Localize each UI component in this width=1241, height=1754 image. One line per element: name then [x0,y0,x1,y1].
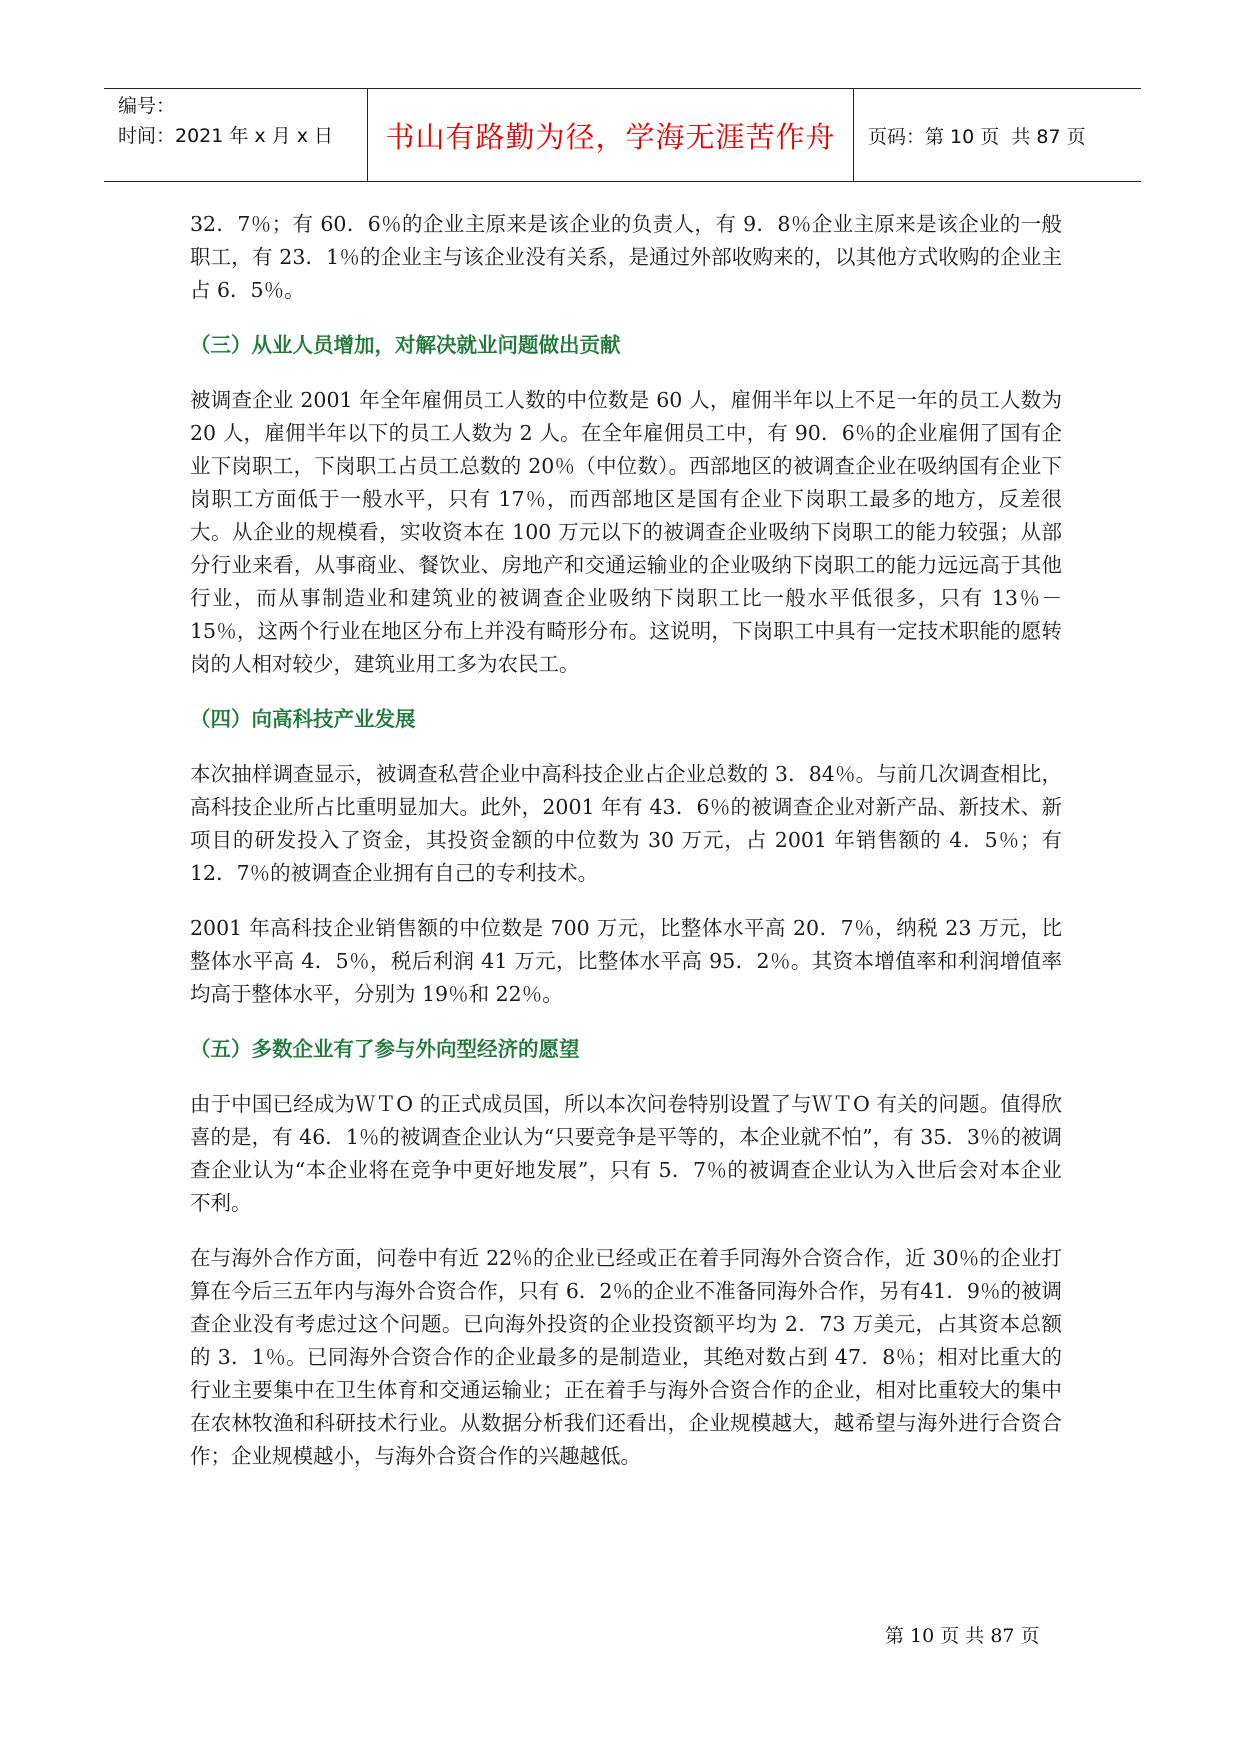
paragraph-employment: 被调查企业 2001 年全年雇佣员工人数的中位数是 60 人，雇佣半年以上不足一年的员工人数为 20 人，雇佣半年以下的员工人数为 2 人。在全年雇佣员工中，有 90．6％的企业雇佣了国有企业下岗职工，下岗职工占员工总数的 20％（中位数）。西部地区的被调查企业在吸纳国有企业下岗职工方面低于一般水平，只有 17％，而西部地区是国有企业下岗职工最多的地方，反差很大。从企业的规模看，实收资本在 100 万元以下的被调查企业吸纳下岗职工的能力较强；从部分行业来看，从事商业、餐饮业、房地产和交通运输业的企业吸纳下岗职工的能力远远高于其他行业，而从事制造业和建筑业的被调查企业吸纳下岗职工比一般水平低很多，只有 13％－15％，这两个行业在地区分布上并没有畸形分布。这说明，下岗职工中具有一定技术职能的愿转岗的人相对较少，建筑业用工多为农民工。 [190,388,1062,676]
document-body [190,208,1062,1495]
header-page-info [854,89,1141,181]
paragraph-high-tech-sales: 2001 年高科技企业销售额的中位数是 700 万元，比整体水平高 20．7％，纳税 23 万元，比整体水平高 4．5％，税后利润 41 万元，比整体水平高 95．2％。其资本增值率和利润增值率均高于整体水平，分别为 19％和 22％。 [190,916,1062,1006]
section-heading-export-oriented: （五）多数企业有了参与外向型经济的愿望 [190,1037,580,1061]
section-heading-employment: （三）从业人员增加，对解决就业问题做出贡献 [190,333,621,357]
document-number-label: 编号： [118,95,176,117]
paragraph-overseas-cooperation: 在与海外合作方面，问卷中有近 22％的企业已经或正在着手同海外合资合作，近 30％的企业打算在今后三五年内与海外合资合作，只有 6．2％的企业不准备同海外合作，另有41．9％的被调查企业没有考虑过这个问题。已向海外投资的企业投资额平均为 2．73 万美元，占其资本总额的 3．1％。已同海外合资合作的企业最多的是制造业，其绝对数占到 47．8％；相对比重大的行业主要集中在卫生体育和交通运输业；正在着手与海外合资合作的企业，相对比重较大的集中在农林牧渔和科研技术行业。从数据分析我们还看出，企业规模越大，越希望与海外进行合资合作；企业规模越小，与海外合资合作的兴趣越低。 [190,1246,1062,1468]
paragraph-ownership-origin: 32．7％；有 60．6％的企业主原来是该企业的负责人，有 9．8％企业主原来是该企业的一般职工，有 23．1％的企业主与该企业没有关系，是通过外部收购来的，以其他方式收购的企业主占 6．5％。 [190,212,1062,302]
paragraph-wto: 由于中国已经成为ＷＴO 的正式成员国，所以本次问卷特别设置了与ＷＴO 有关的问题。值得欣喜的是，有 46．1％的被调查企业认为“只要竞争是平等的，本企业就不怕”，有 35．3％的被调查企业认为“本企业将在竞争中更好地发展”，只有 5．7％的被调查企业认为入世后会对本企业不利。 [190,1092,1062,1215]
page-header [104,88,1141,182]
document-time: 时间：2021 年 x 月 x 日 [118,125,334,147]
paragraph-high-tech-share: 本次抽样调查显示，被调查私营企业中高科技企业占企业总数的 3．84％。与前几次调查相比，高科技企业所占比重明显加大。此外，2001 年有 43．6％的被调查企业对新产品、新技术、新项目的研发投入了资金，其投资金额的中位数为 30 万元，占 2001 年销售额的 4．5％；有 12．7％的被调查企业拥有自己的专利技术。 [190,762,1062,885]
header-meta [104,89,368,181]
header-motto: 书山有路勤为径，学海无涯苦作舟 [368,89,854,181]
section-heading-high-tech: （四）向高科技产业发展 [190,707,416,731]
page-footer: 第 10 页 共 87 页 [885,1625,1040,1647]
header-page-info-text: 页码：第 10 页 共 87 页 [868,125,1086,148]
